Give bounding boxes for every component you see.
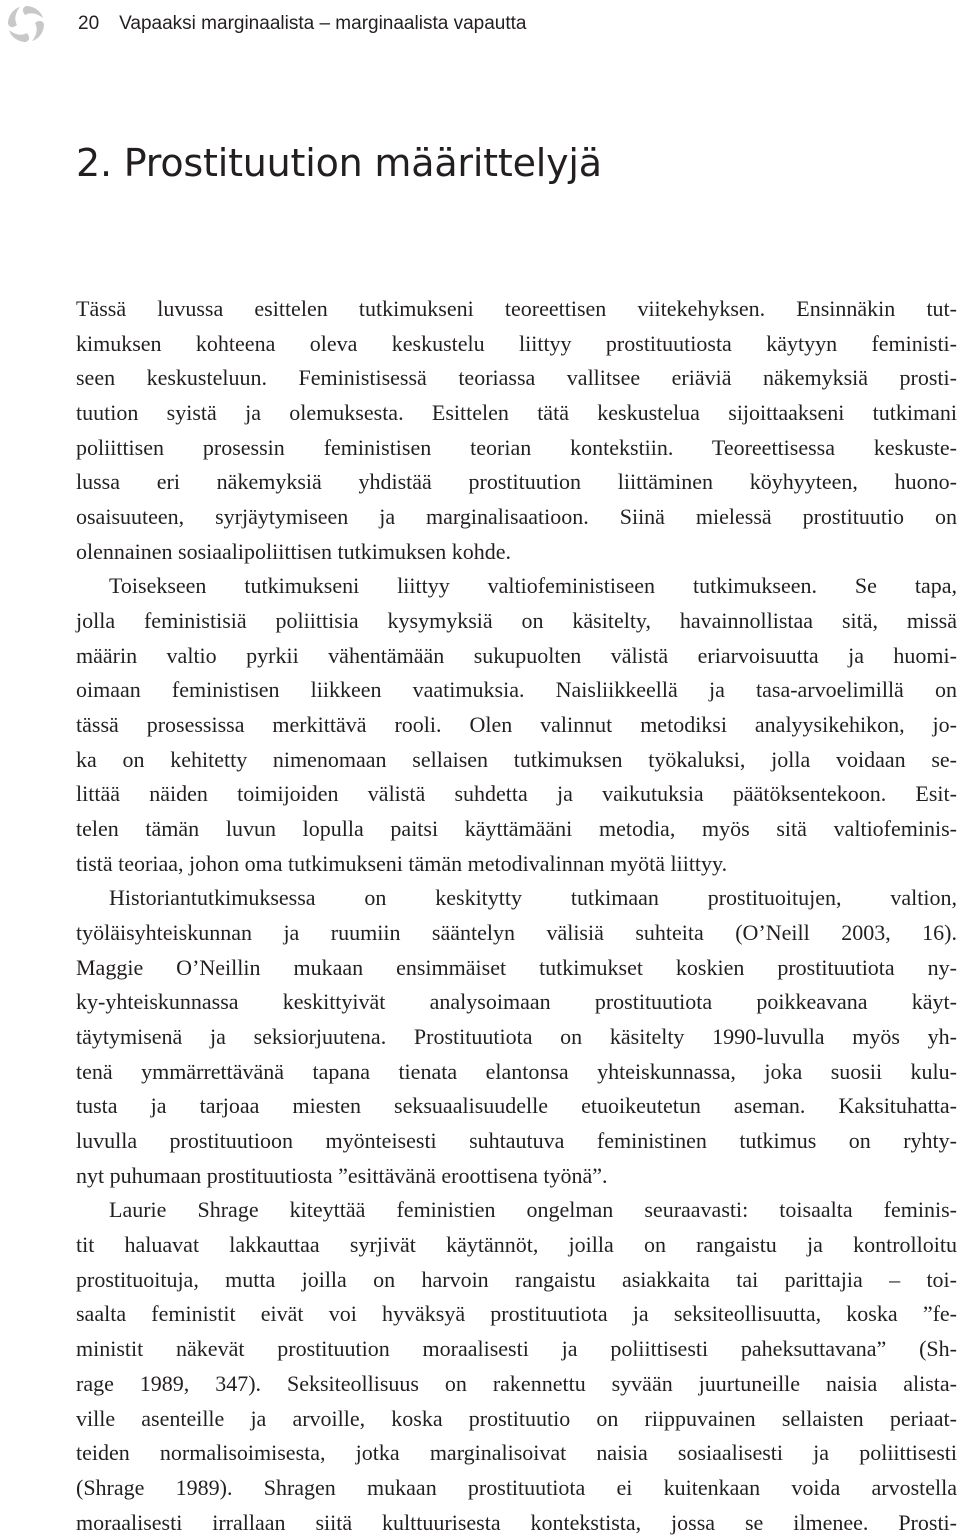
- text-line: prostituoituja, mutta joilla on harvoin rangaistu asiakkaita tai parittajia – toi-: [76, 1266, 957, 1292]
- text-line: ministit näkevät prostituution moraalisesti ja poliittisesti paheksuttavana” (Sh-: [76, 1336, 957, 1362]
- text-line: saalta feministit eivät voi hyväksyä prostituutiota ja seksiteollisuutta, koska ”fe-: [76, 1301, 957, 1327]
- text-line: työläisyhteiskunnan ja ruumiin sääntelyn välisiä suhteita (O’Neill 2003, 16).: [76, 920, 957, 946]
- text-line: Historiantutkimuksessa on keskitytty tutkimaan prostituoitujen, valtion,: [109, 885, 957, 911]
- text-line: tusta ja tarjoaa miesten seksuaalisuudelle etuoikeutetun aseman. Kaksituhatta-: [76, 1093, 957, 1119]
- running-title: Vapaaksi marginaalista – marginaalista vapautta: [119, 13, 527, 34]
- text-line: osaisuuteen, syrjäytymiseen ja marginalisaatioon. Siinä mielessä prostituutio on: [76, 504, 957, 530]
- text-line: tässä prosessissa merkittävä rooli. Olen valinnut metodiksi analyysikehikon, jo-: [76, 712, 957, 738]
- text-line: moraalisesti irrallaan siitä kulttuurisesta kontekstista, jossa se ilmenee. Prosti-: [76, 1509, 957, 1535]
- text-line: littää näiden toimijoiden välistä suhdetta ja vaikutuksia päätöksentekoon. Esit-: [76, 781, 957, 807]
- text-line: tit haluavat lakkauttaa syrjivät käytännöt, joilla on rangaistu ja kontrolloitu: [76, 1232, 957, 1258]
- text-line: jolla feministisiä poliittisia kysymyksiä on käsitelty, havainnollistaa sitä, missä: [76, 608, 957, 634]
- text-line: poliittisen prosessin feministisen teorian kontekstiin. Teoreettisessa keskuste-: [76, 434, 957, 460]
- text-line: Laurie Shrage kiteyttää feministien ongelman seuraavasti: toisaalta feminis-: [109, 1197, 957, 1223]
- page-number: 20: [78, 13, 100, 34]
- text-line: olennainen sosiaalipoliittisen tutkimuksen kohde.: [76, 538, 512, 564]
- text-line: ky-yhteiskunnassa keskittyivät analysoimaan prostituutiota poikkeavana käyt-: [76, 989, 957, 1015]
- text-line: rage 1989, 347). Seksiteollisuus on rakennettu syvään juurtuneille naisia alista-: [76, 1370, 957, 1396]
- body-text: [76, 292, 957, 1540]
- text-line: teiden normalisoimisesta, jotka marginalisoivat naisia sosiaalisesti ja poliittisesti: [76, 1440, 957, 1466]
- text-line: kimuksen kohteena oleva keskustelu liittyy prostituutiosta käytyyn feministi-: [76, 330, 957, 356]
- text-line: oimaan feministisen liikkeen vaatimuksia. Naisliikkeellä ja tasa-arvoelimillä on: [76, 677, 957, 703]
- text-line: nyt puhumaan prostituutiosta ”esittävänä eroottisena työnä”.: [76, 1162, 608, 1188]
- text-line: Tässä luvussa esittelen tutkimukseni teoreettisen viitekehyksen. Ensinnäkin tut-: [76, 296, 957, 321]
- text-line: tuution syistä ja olemuksesta. Esittelen tätä keskustelua sijoittaakseni tutkimani: [76, 400, 957, 426]
- text-line: tenä ymmärrettävänä tapana tienata elantonsa yhteiskunnassa, joka suosii kulu-: [76, 1058, 957, 1084]
- text-line: määrin valtio pyrkii vähentämään sukupuolten välistä eriarvoisuutta ja huomi-: [76, 642, 957, 668]
- publisher-logo-icon: [4, 2, 48, 46]
- running-header: [78, 11, 526, 37]
- text-line: luvulla prostituutioon myönteisesti suhtautuva feministinen tutkimus on ryhty-: [76, 1128, 957, 1154]
- text-line: tistä teoriaa, johon oma tutkimukseni tämän metodivalinnan myötä liittyy.: [76, 850, 728, 876]
- text-line: lussa eri näkemyksiä yhdistää prostituution liittäminen köyhyyteen, huono-: [76, 469, 957, 495]
- text-line: Maggie O’Neillin mukaan ensimmäiset tutkimukset koskien prostituutiota ny-: [76, 954, 957, 980]
- text-line: ka on kehitetty nimenomaan sellaisen tutkimuksen työkaluksi, jolla voidaan se-: [76, 746, 957, 772]
- text-line: (Shrage 1989). Shragen mukaan prostituutiota ei kuitenkaan voida arvostella: [76, 1474, 957, 1500]
- chapter-title: 2. Prostituution määrittelyjä: [76, 141, 602, 185]
- text-line: seen keskusteluun. Feministisessä teoriassa vallitsee eriäviä näkemyksiä prosti-: [76, 365, 957, 391]
- text-line: telen tämän luvun lopulla paitsi käyttämääni metodia, myös sitä valtiofeminis-: [76, 816, 957, 842]
- text-line: täytymisenä ja seksiorjuutena. Prostituutiota on käsitelty 1990-luvulla myös yh-: [76, 1024, 957, 1050]
- text-line: Toisekseen tutkimukseni liittyy valtiofeministiseen tutkimukseen. Se tapa,: [109, 573, 957, 599]
- text-line: ville asenteille ja arvoille, koska prostituutio on riippuvainen sellaisten periaat-: [76, 1405, 957, 1431]
